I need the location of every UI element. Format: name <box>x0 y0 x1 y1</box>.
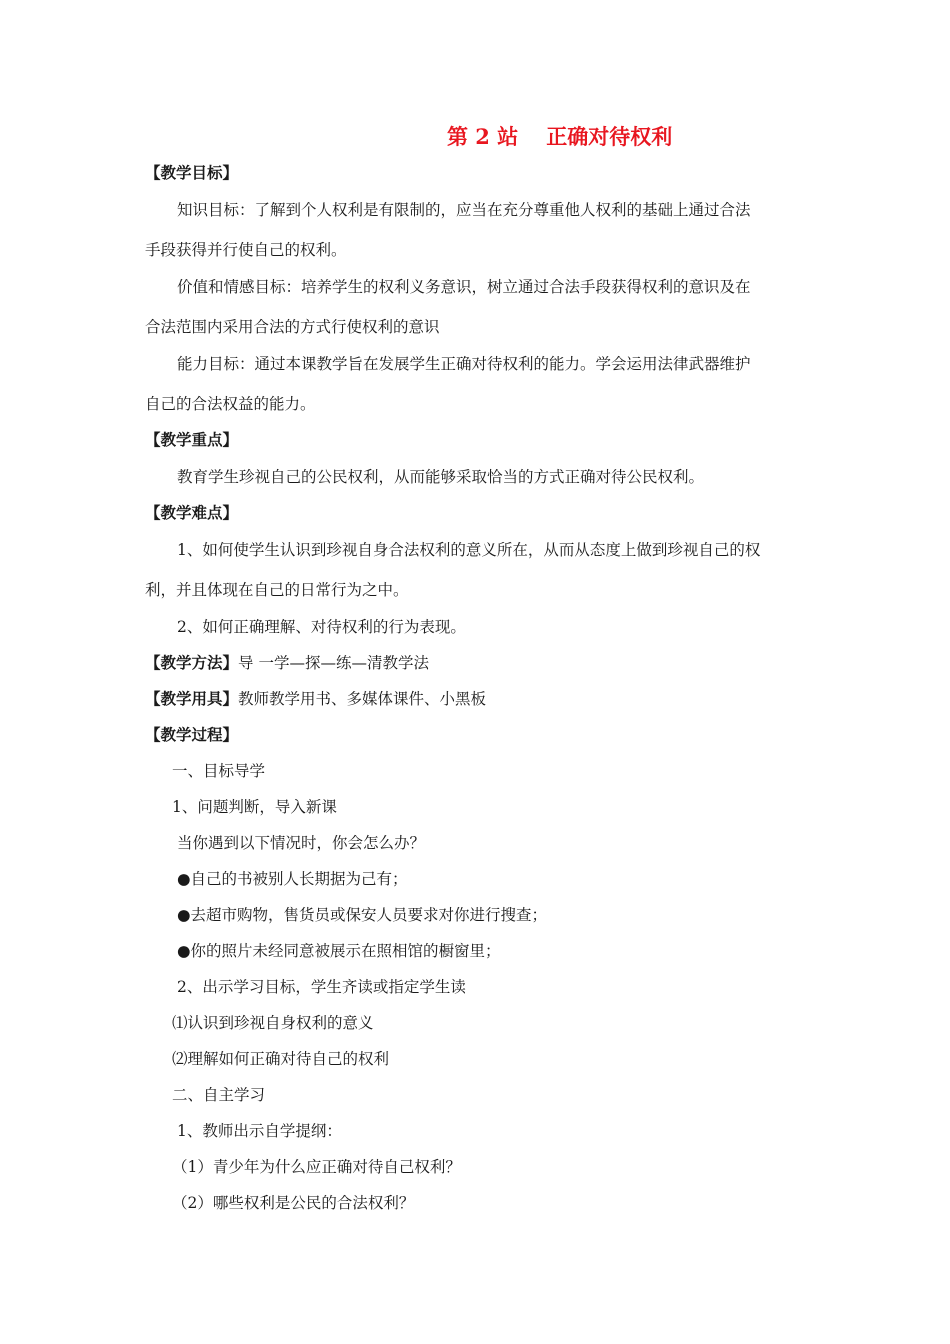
heading-teaching-method: 【教学方法】 <box>145 653 239 672</box>
heading-teaching-goals: 【教学目标】 <box>145 163 239 182</box>
bullet-situation-2: ●去超市购物，售货员或保安人员要求对你进行搜查； <box>177 906 548 924</box>
heading-teaching-focus: 【教学重点】 <box>145 430 239 449</box>
title-station: 第 2 站 <box>447 124 519 149</box>
paragraph-difficulty-1-cont: 利，并且体现在自己的日常行为之中。 <box>145 581 409 599</box>
teaching-tools-value: 教师教学用书、多媒体课件、小黑板 <box>238 690 487 708</box>
item-outline-question-1: （1）青少年为什么应正确对待自己权利？ <box>172 1158 461 1176</box>
teaching-method-value: 导 一学—探—练—清教学法 <box>238 654 429 672</box>
paragraph-teaching-focus: 教育学生珍视自己的公民权利，从而能够采取恰当的方式正确对待公民权利。 <box>177 468 705 486</box>
section-self-study: 二、自主学习 <box>172 1086 266 1104</box>
item-outline-question-2: （2）哪些权利是公民的合法权利？ <box>172 1194 415 1212</box>
item-question-judgement: 1、问题判断，导入新课 <box>172 798 337 816</box>
paragraph-knowledge-goal-cont: 手段获得并行使自己的权利。 <box>145 241 347 259</box>
item-study-outline: 1、教师出示自学提纲： <box>177 1122 342 1140</box>
paragraph-value-goal: 价值和情感目标：培养学生的权利义务意识，树立通过合法手段获得权利的意识及在 <box>177 278 751 296</box>
heading-teaching-process: 【教学过程】 <box>145 725 239 744</box>
item-show-goals: 2、出示学习目标，学生齐读或指定学生读 <box>177 978 466 996</box>
item-goal-2: ⑵理解如何正确对待自己的权利 <box>172 1050 390 1068</box>
heading-teaching-difficulty: 【教学难点】 <box>145 503 239 522</box>
paragraph-value-goal-cont: 合法范围内采用合法的方式行使权利的意识 <box>145 318 440 336</box>
section-goal-guide: 一、目标导学 <box>172 762 266 780</box>
paragraph-ability-goal: 能力目标：通过本课教学旨在发展学生正确对待权利的能力。学会运用法律武器维护 <box>177 355 751 373</box>
paragraph-knowledge-goal: 知识目标：了解到个人权利是有限制的，应当在充分尊重他人权利的基础上通过合法 <box>177 201 751 219</box>
paragraph-ability-goal-cont: 自己的合法权益的能力。 <box>145 395 316 413</box>
paragraph-difficulty-2: 2、如何正确理解、对待权利的行为表现。 <box>177 618 466 636</box>
bullet-situation-1: ●自己的书被别人长期据为己有； <box>177 870 408 888</box>
paragraph-situation-prompt: 当你遇到以下情况时，你会怎么办？ <box>177 834 426 852</box>
heading-teaching-tools: 【教学用具】 <box>145 689 239 708</box>
title-topic: 正确对待权利 <box>546 124 673 149</box>
paragraph-difficulty-1: 1、如何使学生认识到珍视自身合法权利的意义所在，从而从态度上做到珍视自己的权 <box>177 541 761 559</box>
item-goal-1: ⑴认识到珍视自身权利的意义 <box>172 1014 374 1032</box>
teaching-tools-line <box>145 689 486 709</box>
page-title <box>447 124 672 150</box>
teaching-method-line <box>145 653 429 673</box>
bullet-situation-3: ●你的照片未经同意被展示在照相馆的橱窗里； <box>177 942 501 960</box>
